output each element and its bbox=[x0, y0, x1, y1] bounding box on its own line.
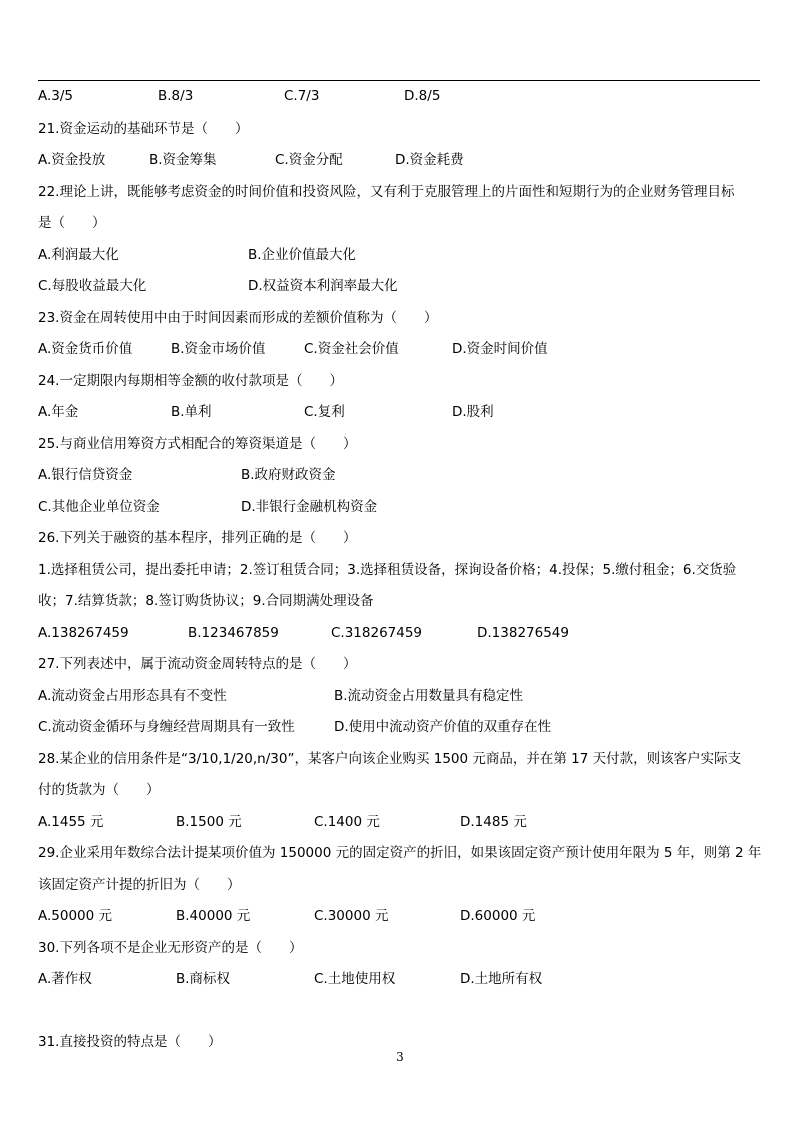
option-b: B.流动资金占用数量具有稳定性 bbox=[334, 688, 524, 704]
question-23-stem: 23.资金在周转使用中由于时间因素而形成的差额价值称为（ ） bbox=[38, 310, 438, 326]
question-31-stem: 31.直接投资的特点是（ ） bbox=[38, 1034, 222, 1050]
option-d: D.使用中流动资产价值的双重存在性 bbox=[334, 719, 552, 735]
question-24-options bbox=[38, 403, 760, 421]
option-d: D.资金耗费 bbox=[395, 152, 464, 168]
option-b: B.政府财政资金 bbox=[241, 467, 336, 483]
option-b: B.资金市场价值 bbox=[171, 341, 266, 357]
question-27-options-row2 bbox=[38, 718, 760, 736]
option-c: C.流动资金循环与身缠经营周期具有一致性 bbox=[38, 719, 295, 735]
q20-option-d: D.8/5 bbox=[404, 88, 441, 104]
option-a: A.流动资金占用形态具有不变性 bbox=[38, 688, 227, 704]
q20-option-b: B.8/3 bbox=[158, 88, 194, 104]
option-b: B.1500 元 bbox=[176, 814, 242, 830]
option-a: A.利润最大化 bbox=[38, 247, 119, 263]
option-c: C.复利 bbox=[304, 404, 345, 420]
question-29-stem-cont: 该固定资产计提的折旧为（ ） bbox=[38, 877, 241, 893]
question-22-options-row1 bbox=[38, 246, 760, 264]
question-25-stem: 25.与商业信用筹资方式相配合的筹资渠道是（ ） bbox=[38, 436, 357, 452]
question-25-options-row2 bbox=[38, 498, 760, 516]
option-d: D.股利 bbox=[452, 404, 494, 420]
q20-option-c: C.7/3 bbox=[284, 88, 320, 104]
question-29-stem: 29.企业采用年数综合法计提某项价值为 150000 元的固定资产的折旧，如果该固定资产预计使用年限为 5 年，则第 2 年 bbox=[38, 845, 762, 861]
option-d: D.非银行金融机构资金 bbox=[241, 499, 378, 515]
q20-options-row bbox=[38, 87, 760, 105]
option-a: A.著作权 bbox=[38, 971, 92, 987]
question-28-stem: 28.某企业的信用条件是“3/10,1/20,n/30”，某客户向该企业购买 1500 元商品，并在第 17 天付款，则该客户实际支 bbox=[38, 751, 742, 767]
question-30-stem: 30.下列各项不是企业无形资产的是（ ） bbox=[38, 940, 303, 956]
option-d: D.权益资本利润率最大化 bbox=[248, 278, 398, 294]
option-c: C.318267459 bbox=[331, 625, 423, 641]
option-c: C.资金分配 bbox=[275, 152, 343, 168]
option-b: B.资金筹集 bbox=[149, 152, 217, 168]
option-b: B.商标权 bbox=[176, 971, 231, 987]
option-c: C.土地使用权 bbox=[314, 971, 396, 987]
option-a: A.资金货币价值 bbox=[38, 341, 133, 357]
question-24-stem: 24.一定期限内每期相等金额的收付款项是（ ） bbox=[38, 373, 343, 389]
option-a: A.年金 bbox=[38, 404, 79, 420]
option-d: D.138276549 bbox=[477, 625, 569, 641]
page-number: 3 bbox=[396, 1050, 404, 1064]
question-29-options bbox=[38, 907, 760, 925]
question-27-stem: 27.下列表述中，属于流动资金周转特点的是（ ） bbox=[38, 656, 357, 672]
question-22-stem: 22.理论上讲，既能够考虑资金的时间价值和投资风险，又有利于克服管理上的片面性和短期行为的企业财务管理目标 bbox=[38, 184, 735, 200]
question-21-stem: 21.资金运动的基础环节是（ ） bbox=[38, 121, 249, 137]
option-a: A.资金投放 bbox=[38, 152, 106, 168]
option-d: D.资金时间价值 bbox=[452, 341, 548, 357]
option-d: D.1485 元 bbox=[460, 814, 527, 830]
option-c: C.资金社会价值 bbox=[304, 341, 399, 357]
question-26-stem-cont: 1.选择租赁公司，提出委托申请；2.签订租赁合同；3.选择租赁设备，探询设备价格；4.投保；5.缴付租金；6.交货验 bbox=[38, 562, 737, 578]
question-22-options-row2 bbox=[38, 277, 760, 295]
question-28-options bbox=[38, 813, 760, 831]
option-a: A.50000 元 bbox=[38, 908, 113, 924]
option-a: A.银行信贷资金 bbox=[38, 467, 133, 483]
option-b: B.40000 元 bbox=[176, 908, 251, 924]
question-26-stem: 26.下列关于融资的基本程序，排列正确的是（ ） bbox=[38, 530, 357, 546]
option-c: C.1400 元 bbox=[314, 814, 380, 830]
q20-option-a: A.3/5 bbox=[38, 88, 74, 104]
question-30-options bbox=[38, 970, 760, 988]
option-b: B.企业价值最大化 bbox=[248, 247, 357, 263]
option-c: C.其他企业单位资金 bbox=[38, 499, 160, 515]
option-a: A.1455 元 bbox=[38, 814, 104, 830]
option-c: C.每股收益最大化 bbox=[38, 278, 147, 294]
option-d: D.土地所有权 bbox=[460, 971, 543, 987]
option-a: A.138267459 bbox=[38, 625, 129, 641]
question-27-options-row1 bbox=[38, 687, 760, 705]
question-26-options bbox=[38, 624, 760, 642]
question-22-stem-cont: 是（ ） bbox=[38, 215, 106, 231]
option-d: D.60000 元 bbox=[460, 908, 536, 924]
option-b: B.单利 bbox=[171, 404, 212, 420]
question-26-stem-cont: 收；7.结算货款；8.签订购货协议；9.合同期满处理设备 bbox=[38, 593, 374, 609]
option-b: B.123467859 bbox=[188, 625, 279, 641]
question-21-options bbox=[38, 151, 760, 169]
option-c: C.30000 元 bbox=[314, 908, 389, 924]
question-28-stem-cont: 付的货款为（ ） bbox=[38, 782, 160, 798]
question-25-options-row1 bbox=[38, 466, 760, 484]
question-23-options bbox=[38, 340, 760, 358]
top-rule bbox=[38, 80, 760, 81]
